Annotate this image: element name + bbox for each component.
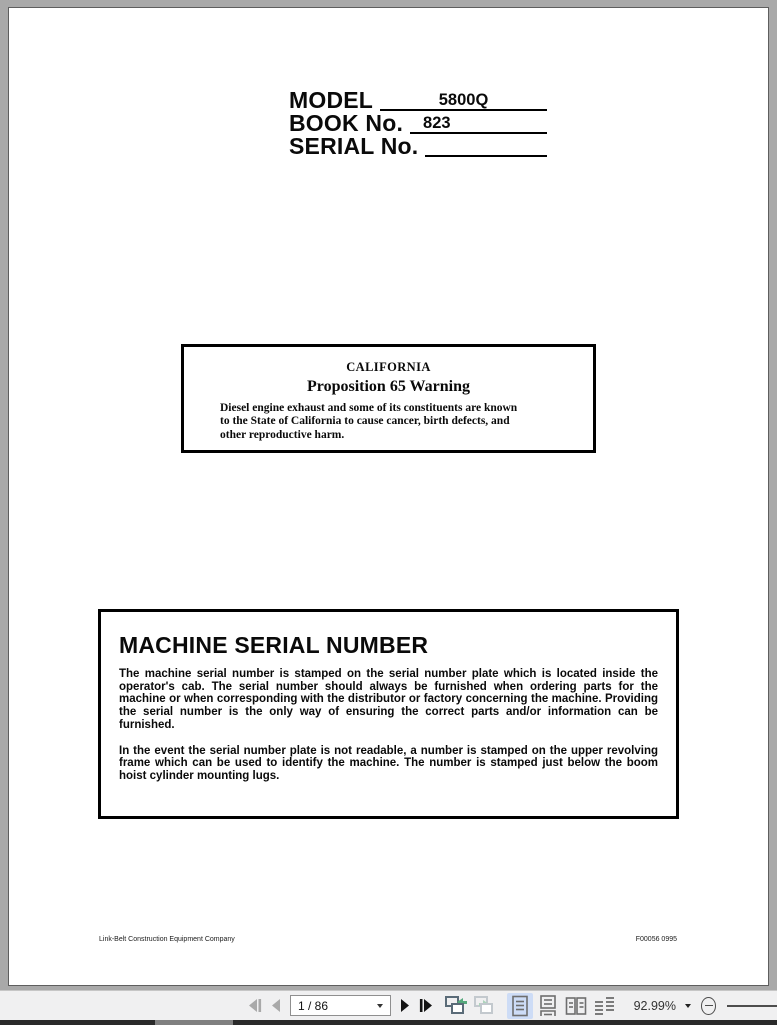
bottom-bar	[0, 1020, 777, 1025]
prop65-body-line: other reproductive harm.	[220, 428, 345, 441]
model-value-underline: 5800Q	[380, 91, 547, 111]
page-layout-group	[507, 993, 619, 1019]
document-page	[8, 7, 769, 986]
zoom-dropdown-button[interactable]	[685, 1004, 691, 1008]
facing-continuous-view-button[interactable]	[591, 993, 617, 1019]
book-no-field-row	[289, 112, 547, 134]
prop65-body-line: to the State of California to cause cancer, birth defects, and	[220, 415, 510, 428]
pdf-toolbar	[0, 990, 777, 1020]
facing-continuous-view-icon	[593, 996, 615, 1016]
prop65-body	[220, 402, 593, 442]
machine-serial-paragraph: The machine serial number is stamped on the serial number plate which is located inside the operator's cab. The serial number should always be furnished when ordering parts for the machine or when corresponding with the distributor or factory concerning the machine. Providing the serial number is the only way of ensuring the correct parts and/or information can be furnished.	[119, 668, 658, 731]
facing-view-icon	[565, 996, 587, 1016]
next-page-icon	[400, 998, 411, 1013]
model-header-block	[289, 89, 547, 158]
scrollbar-thumb[interactable]	[155, 1020, 233, 1025]
zoom-out-button[interactable]	[701, 997, 716, 1015]
prop65-body-line: Diesel engine exhaust and some of its constituents are known	[220, 402, 518, 414]
previous-view-button[interactable]	[445, 996, 463, 1015]
model-field-row	[289, 89, 547, 111]
machine-serial-paragraph: In the event the serial number plate is not readable, a number is stamped on the upper revolving frame which can be used to identify the machine. The number is stamped just below the boom hoist cylinder mounting lugs.	[119, 744, 658, 782]
page-number-combobox[interactable]	[290, 995, 391, 1016]
previous-page-icon	[270, 998, 281, 1013]
book-no-value-underline: 823	[410, 114, 547, 134]
continuous-view-button[interactable]	[535, 993, 561, 1019]
next-page-button[interactable]	[400, 998, 411, 1013]
single-page-view-icon	[511, 995, 529, 1017]
chevron-down-icon	[377, 1004, 383, 1008]
page-number-value: 1 / 86	[298, 998, 329, 1013]
first-page-button[interactable]	[247, 998, 263, 1013]
footer-company: Link-Belt Construction Equipment Company	[99, 936, 235, 943]
california-warning-box	[181, 344, 596, 453]
machine-serial-box	[98, 609, 679, 819]
last-page-icon	[418, 998, 434, 1013]
next-view-button[interactable]	[474, 996, 492, 1015]
book-no-label: BOOK No.	[289, 110, 404, 136]
serial-no-field-row	[289, 135, 547, 157]
serial-no-label: SERIAL No.	[289, 133, 419, 159]
previous-page-button[interactable]	[270, 998, 281, 1013]
machine-serial-title: MACHINE SERIAL NUMBER	[119, 632, 429, 658]
zoom-slider[interactable]	[727, 1005, 777, 1007]
facing-view-button[interactable]	[563, 993, 589, 1019]
footer-doc-number: F00056 0995	[635, 936, 677, 943]
zoom-level-label: 92.99%	[633, 998, 676, 1013]
page-footer	[99, 936, 677, 943]
last-page-button[interactable]	[418, 998, 434, 1013]
single-page-view-button[interactable]	[507, 993, 533, 1019]
serial-no-value-underline	[425, 137, 547, 157]
california-title: CALIFORNIA	[346, 360, 431, 374]
model-label: MODEL	[289, 87, 374, 113]
first-page-icon	[247, 998, 263, 1013]
prop65-subtitle: Proposition 65 Warning	[307, 378, 470, 395]
continuous-view-icon	[539, 995, 557, 1017]
